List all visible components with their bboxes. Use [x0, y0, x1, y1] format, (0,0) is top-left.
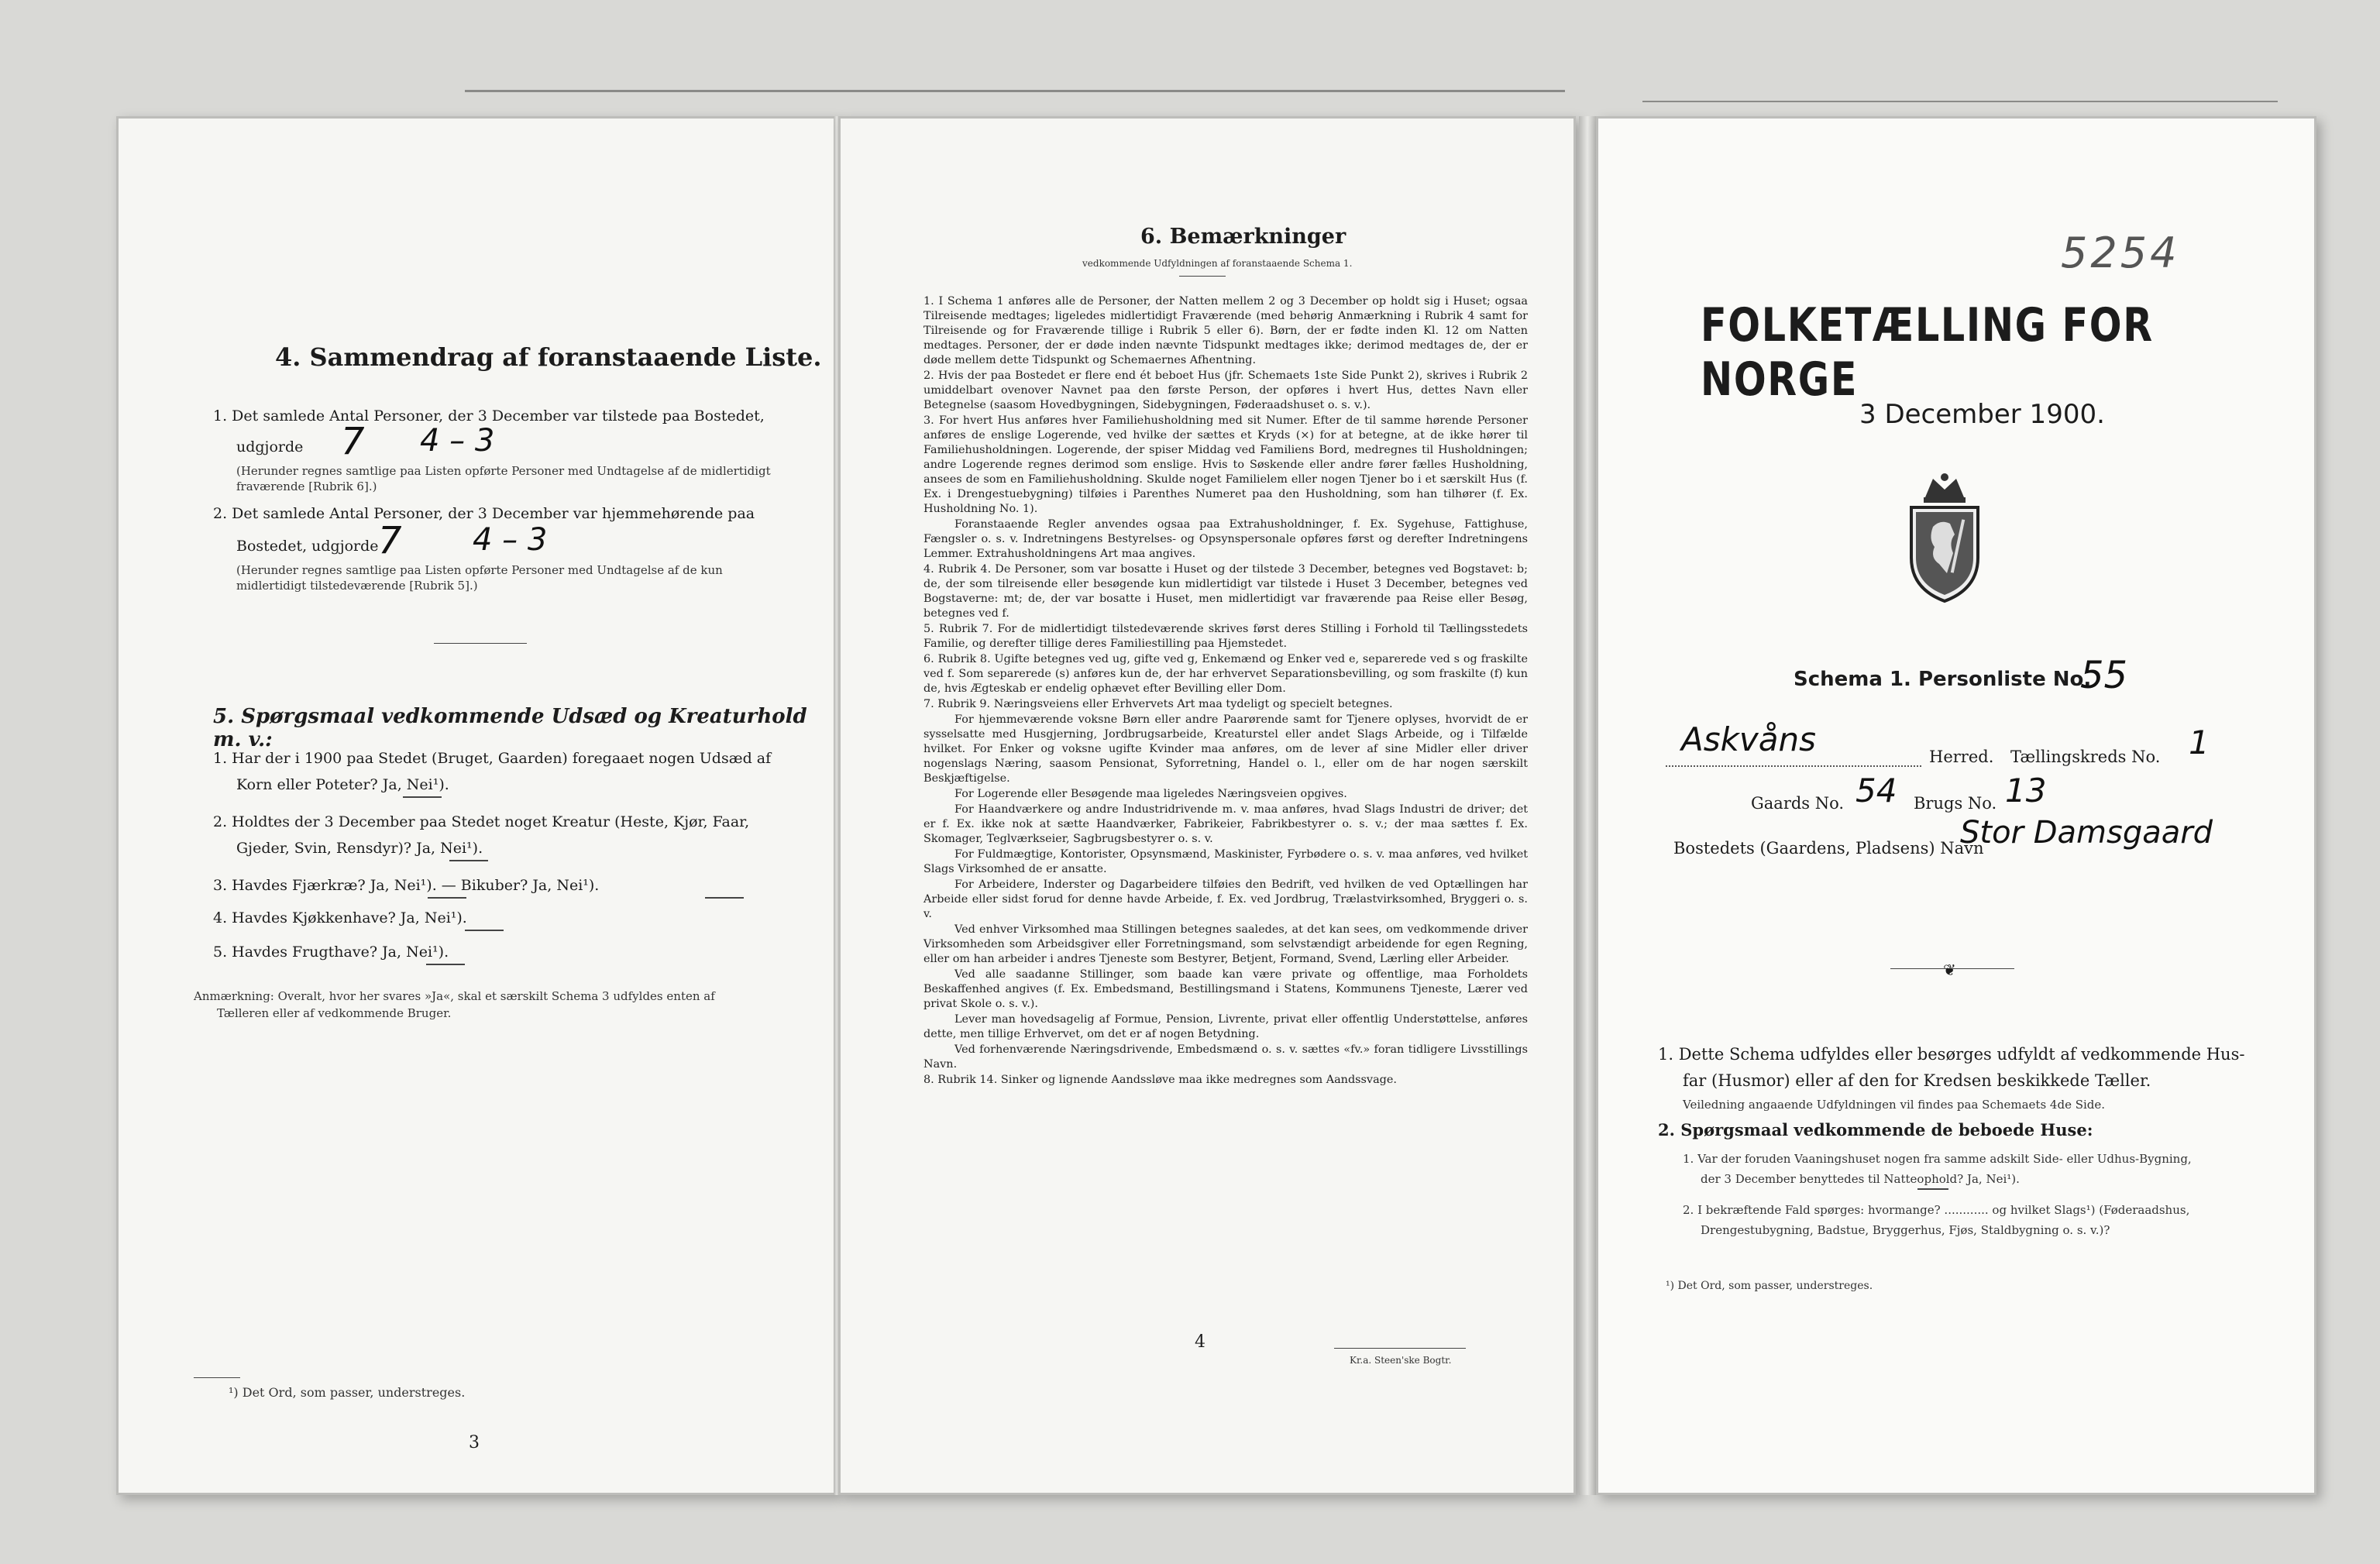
answer-underline	[1917, 1188, 1948, 1190]
title-page-footnote: ¹) Det Ord, som passer, understreges.	[1666, 1280, 1873, 1292]
remark-item: For Logerende eller Besøgende maa ligeledes Næringsveien opgives.	[954, 788, 1347, 800]
remark-item: 2. Hvis der paa Bostedet er flere end ét beboet Hus (jfr. Schemaets 1ste Side Punkt 2), skrives i Rubrik 2 umiddelbart ovenover Navnet paa den første Person, der opføres i hvert Hus, dettes Navn eller Betegnelse (saasom Hovedbygningen, Sidebygningen, Føderaadshuset o. s. v.).	[923, 370, 1528, 411]
krets-label: Tællingskreds No.	[2010, 748, 2161, 766]
remarks-divider	[1179, 276, 1226, 277]
section5-q2-line1: 2. Holdtes der 3 December paa Stedet noget Kreatur (Heste, Kjør, Faar,	[213, 813, 750, 830]
section4-item2-extra: 4 – 3	[473, 522, 548, 558]
left-page-number: 3	[469, 1433, 480, 1452]
herred-value: Askvåns	[1681, 720, 1817, 758]
document-date: 3 December 1900.	[1859, 399, 2105, 430]
answer-underline	[465, 930, 504, 931]
section4-item1-line2: udgjorde	[236, 438, 304, 455]
scan-edge-top	[465, 90, 1565, 92]
section5-title: 5. Spørgsmaal vedkommende Udsæd og Kreaturhold m. v.:	[213, 705, 807, 751]
printer-credit: Kr.a. Steen'ske Bogtr.	[1350, 1355, 1452, 1366]
remark-item: 8. Rubrik 14. Sinker og lignende Aandssløve maa ikke medregnes som Aandssvage.	[923, 1074, 1397, 1086]
printer-rule	[1334, 1348, 1466, 1349]
section5-q2-line2: Gjeder, Svin, Rensdyr)? Ja, Nei¹).	[236, 840, 483, 857]
remark-item: 1. I Schema 1 anføres alle de Personer, der Natten mellem 2 og 3 December op holdt sig i Huset; ogsaa Tilreisende medtages; ligeledes midlertidigt Fraværende (med behørig Anmærkning i Rubrik 4 samt for Tilreisende og for Fraværende tillige i Rubrik 5 eller 6). Børn, der er fødte inden Kl. 12 om Natten medtages. Personer, der er døde inden nævnte Tidspunkt medtages ikke; derimod medtages de, der er døde mellem dette Tidspunkt og Schemaernes Afhentning.	[923, 295, 1528, 366]
answer-underline	[449, 860, 488, 861]
page-fold	[1579, 116, 1596, 1495]
section4-item1-note1: (Herunder regnes samtlige paa Listen opførte Personer med Undtagelse af de midlertidigt	[236, 464, 771, 478]
schema-number: 55	[2080, 654, 2128, 697]
section4-item2-value: 7	[378, 519, 402, 562]
krets-value: 1	[2189, 724, 2210, 761]
remark-item: Foranstaaende Regler anvendes ogsaa paa Extrahusholdninger, f. Ex. Sygehuse, Fattighuse, Fængsler o. s. v. Indretningens Bestyrelses- og Opsynspersonale opføres først og derefter Indretningens Lemmer. Extrahusholdningens Art maa angives.	[923, 518, 1528, 560]
remark-item: 6. Rubrik 8. Ugifte betegnes ved ug, gifte ved g, Enkemænd og Enker ved e, separerede ved s og fraskilte ved f. Som separerede (s) anføres kun de, der har erhvervet Separationsbevilling, og som fraskilte (f) kun de, hvis Ægteskab er endelig ophævet efter Bevilling eller Dom.	[923, 653, 1528, 695]
gaards-label: Gaards No.	[1751, 794, 1845, 813]
house-question2-line1: 2. I bekræftende Fald spørges: hvormange? ............ og hvilket Slags¹) (Føderaadshus,	[1683, 1203, 2190, 1217]
house-question2-line2: Drengestubygning, Badstue, Bryggerhus, Fjøs, Staldbygning o. s. v.)?	[1701, 1223, 2110, 1237]
middle-page-number: 4	[1195, 1332, 1205, 1352]
remark-item: For Fuldmægtige, Kontorister, Opsynsmænd, Maskinister, Fyrbødere o. s. v. maa anføres, ved hvilket Slags Virksomhed de er ansatte.	[923, 848, 1528, 875]
remarks-subtitle: vedkommende Udfyldningen af foranstaaende Schema 1.	[1082, 258, 1353, 269]
answer-underline	[403, 796, 442, 798]
instruction2: 2. Spørgsmaal vedkommende de beboede Huse:	[1658, 1120, 2093, 1139]
instruction1-line1: 1. Dette Schema udfyldes eller besørges udfyldt af vedkommende Hus-	[1658, 1045, 2245, 1064]
remark-item: Ved forhenværende Næringsdrivende, Embedsmænd o. s. v. sættes «fv.» foran tidligere Livsstillings Navn.	[923, 1043, 1528, 1071]
coat-of-arms-icon	[1902, 473, 1987, 604]
middle-page	[838, 116, 1576, 1495]
archive-number: 5254	[2061, 229, 2180, 277]
left-page	[116, 116, 837, 1495]
section4-item1-note2: fraværende [Rubrik 6].)	[236, 480, 377, 493]
section5-q1-line1: 1. Har der i 1900 paa Stedet (Bruget, Gaarden) foregaaet nogen Udsæd af	[213, 750, 772, 767]
house-question1-line2: der 3 December benyttedes til Natteophold? Ja, Nei¹).	[1701, 1172, 2020, 1186]
answer-underline	[705, 897, 744, 899]
section4-title: 4. Sammendrag af foranstaaende Liste.	[275, 342, 822, 372]
left-footnote: ¹) Det Ord, som passer, understreges.	[229, 1385, 466, 1400]
remark-item: 5. Rubrik 7. For de midlertidigt tilstedeværende skrives først deres Stilling i Forhold til Tællingsstedets Familie, og derefter tillige deres Familiestilling paa Hjemstedet.	[923, 623, 1528, 650]
remark-item: Lever man hovedsagelig af Formue, Pension, Livrente, privat eller offentlig Understøttelse, anføres dette, men tillige Erhvervet, om det er af nogen Betydning.	[923, 1013, 1528, 1040]
bosted-value: Stor Damsgaard	[1960, 815, 2213, 851]
remark-item: For hjemmeværende voksne Børn eller andre Paarørende samt for Tjenere oplyses, hvorvidt de er sysselsatte med Husgjerning, Jordbrugsarbeide, Kreaturstel eller andet Slags Arbeide, og i Tilfælde hvilket. For Enker og voksne ugifte Kvinder maa anføres, om de lever af sine Midler eller driver nogenslags Næring, saasom Pensionat, Syforretning, Handel o. l., eller om de har nogen særskilt Beskjæftigelse.	[923, 713, 1528, 785]
herred-label: Herred.	[1929, 748, 1994, 766]
section5-note-line1: Anmærkning: Overalt, hvor her svares »Ja«, skal et særskilt Schema 3 udfyldes enten af	[194, 989, 715, 1003]
section4-item2-note1: (Herunder regnes samtlige paa Listen opførte Personer med Undtagelse af de kun	[236, 563, 723, 577]
schema-label: Schema 1. Personliste No.	[1794, 668, 2092, 691]
section5-note-line2: Tælleren eller af vedkommende Bruger.	[217, 1006, 452, 1020]
remark-item: Ved enhver Virksomhed maa Stillingen betegnes saaledes, at det kan sees, om vedkommende driver Virksomheden som Arbeidsgiver eller Forretningsmand, som selvstændigt arbeidende for egen Regning, eller om han arbeider i andres Tjeneste som Bestyrer, Betjent, Formand, Svend, Lærling eller Arbeider.	[923, 923, 1528, 965]
house-question1-line1: 1. Var der foruden Vaaningshuset nogen fra samme adskilt Side- eller Udhus-Bygning,	[1683, 1152, 2192, 1166]
section4-item1-extra: 4 – 3	[420, 423, 495, 459]
instruction1-line2: far (Husmor) eller af den for Kredsen beskikkede Tæller.	[1683, 1071, 2151, 1090]
brugs-label: Brugs No.	[1914, 794, 1997, 813]
scan-edge-top-right	[1642, 101, 2278, 102]
brugs-value: 13	[2005, 772, 2047, 809]
remark-item: Ved alle saadanne Stillinger, som baade kan være private og offentlige, maa Forholdets Beskaffenhed angives (f. Ex. Embedsmand, Bestillingsmand i Statens, Kommunens Tjeneste, Lærer ved privat Skole o. s. v.).	[923, 968, 1528, 1010]
answer-underline	[428, 897, 466, 899]
section4-item2-line1: 2. Det samlede Antal Personer, der 3 December var hjemmehørende paa	[213, 505, 755, 522]
section-divider	[434, 643, 527, 644]
section5-q5: 5. Havdes Frugthave? Ja, Nei¹).	[213, 944, 449, 961]
section4-item1-line1: 1. Det samlede Antal Personer, der 3 December var tilstede paa Bostedet,	[213, 407, 765, 425]
section5-q1-line2: Korn eller Poteter? Ja, Nei¹).	[236, 776, 449, 793]
footnote-rule	[194, 1377, 240, 1378]
remark-item: 7. Rubrik 9. Næringsveiens eller Erhvervets Art maa tydeligt og specielt betegnes.	[923, 698, 1393, 710]
section5-q4: 4. Havdes Kjøkkenhave? Ja, Nei¹).	[213, 909, 467, 926]
instruction1-note: Veiledning angaaende Udfyldningen vil findes paa Schemaets 4de Side.	[1683, 1098, 2106, 1112]
bosted-label: Bostedets (Gaardens, Pladsens) Navn	[1673, 839, 1984, 858]
gaards-value: 54	[1856, 772, 1897, 809]
document-title: FOLKETÆLLING FOR NORGE	[1701, 298, 2154, 407]
section4-item2-line2: Bostedet, udgjorde	[236, 538, 379, 555]
remark-item: For Haandværkere og andre Industridrivende m. v. maa anføres, hvad Slags Industri de driver; det er f. Ex. ikke nok at sætte Haandværker, Fabrikeier, Fabrikbestyrer o. s. v.; der maa sættes f. Ex. Skomager, Teglværkseier, Sagbrugsbestyrer o. s. v.	[923, 803, 1528, 845]
remark-item: 4. Rubrik 4. De Personer, som var bosatte i Huset og der tilstede 3 December, betegnes ved Bogstavet: b; de, der som tilreisende eller besøgende kun midlertidigt var tilstede i Huset 3 December, betegnes ved Bogstaverne: mt; de, der var bosatte i Huset, men midlertidigt var fraværende paa Reise eller Besøg, betegnes ved f.	[923, 563, 1528, 620]
section4-item1-value: 7	[341, 420, 365, 463]
remark-item: For Arbeidere, Inderster og Dagarbeidere tilføies den Bedrift, ved hvilken de ved Optællingen har Arbeide eller sidst forud for denne havde Arbeide, f. Ex. ved Jordbrug, Trælastvirksomhed, Bryggeri o. s. v.	[923, 878, 1528, 920]
remark-item: 3. For hvert Hus anføres hver Familiehusholdning med sit Numer. Efter de til samme hørende Personer anføres de enslige Logerende, ved hvilke der sættes et Kryds (×) for at betegne, at de ikke hører til Familiehusholdningen. Logerende, der spiser Middag ved Familiens Bord, medregnes til Husholdningen; andre Logerende regnes derimod som enslige. Hvis to Søskende eller andre fører fælles Husholdning, ansees de som en Familiehusholdning. Skulde noget Familielem eller nogen Tjener bo i et særskilt Hus (f. Ex. i Drengestuebygning) tilføies i Parenthes Numeret paa den Husholdning, som han tilhører (f. Ex. Husholdning No. 1).	[923, 414, 1528, 515]
section5-q3: 3. Havdes Fjærkræ? Ja, Nei¹). — Bikuber? Ja, Nei¹).	[213, 877, 600, 894]
answer-underline	[426, 964, 465, 965]
section4-item2-note2: midlertidigt tilstedeværende [Rubrik 5].)	[236, 579, 478, 593]
remarks-title: 6. Bemærkninger	[1140, 225, 1346, 249]
remarks-list	[923, 294, 1528, 1088]
ornament-icon: ❦	[1943, 961, 1956, 979]
title-page	[1596, 116, 2316, 1495]
